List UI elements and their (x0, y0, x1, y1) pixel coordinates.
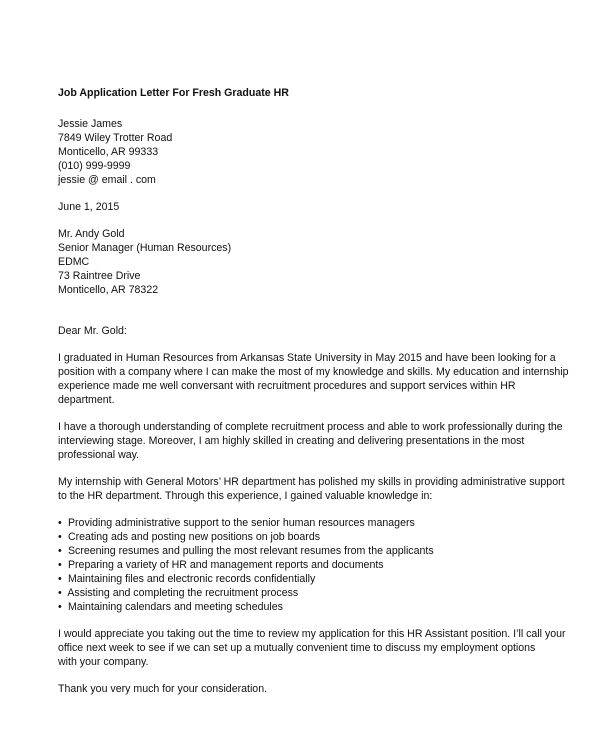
paragraph-line: My internship with General Motors’ HR department has polished my skills in providing administrative support (58, 476, 565, 488)
paragraph-line: with your company. (58, 656, 149, 668)
list-item-text: Maintaining files and electronic records confidentially (67, 573, 316, 585)
list-item (58, 572, 558, 586)
list-item-text: Screening resumes and pulling the most relevant resumes from the applicants (67, 545, 434, 557)
list-item-text: Creating ads and posting new positions on job boards (67, 531, 321, 543)
paragraph-line: experience made me well conversant with recruitment procedures and support services within HR (58, 380, 516, 392)
bullet-icon: • (58, 559, 62, 571)
list-item-text: Providing administrative support to the senior human resources managers (67, 517, 415, 529)
list-item (58, 586, 558, 600)
letter-date: June 1, 2015 (58, 201, 120, 213)
paragraph-internship (58, 475, 565, 503)
paragraph-line: position with a company where I can make the most of my knowledge and skills. My education and internship (58, 366, 569, 378)
bullet-icon: • (58, 517, 62, 529)
sender-email: jessie @ email . com (58, 174, 156, 186)
paragraph-line: I have a thorough understanding of complete recruitment process and able to work professionally during the (58, 421, 563, 433)
paragraph-line: I graduated in Human Resources from Arkansas State University in May 2015 and have been looking for a (58, 352, 556, 364)
paragraph-line: I would appreciate you taking out the time to review my application for this HR Assistant position. I’ll call your (58, 628, 566, 640)
sender-name: Jessie James (58, 118, 123, 130)
list-item (58, 558, 558, 572)
bullet-icon: • (58, 573, 62, 585)
bullet-icon: • (58, 545, 62, 557)
list-item (58, 600, 558, 614)
knowledge-list (58, 516, 558, 614)
bullet-icon: • (58, 601, 62, 613)
salutation: Dear Mr. Gold: (58, 325, 127, 337)
list-item (58, 544, 558, 558)
letter-page (58, 86, 569, 696)
recipient-company: EDMC (58, 256, 90, 268)
list-item (58, 530, 558, 544)
paragraph-line: professional way. (58, 449, 140, 461)
list-item-text: Preparing a variety of HR and management reports and documents (67, 559, 384, 571)
recipient-street: 73 Raintree Drive (58, 270, 141, 282)
paragraph-line: to the HR department. Through this experience, I gained valuable knowledge in: (58, 490, 433, 502)
sender-address (58, 117, 558, 187)
paragraph-line: interviewing stage. Moreover, I am highly skilled in creating and delivering presentations in the most (58, 435, 525, 447)
paragraph-skills (58, 420, 563, 462)
list-item-text: Assisting and completing the recruitment process (67, 587, 299, 599)
letter-title: Job Application Letter For Fresh Graduate HR (58, 87, 289, 99)
list-item-text: Maintaining calendars and meeting schedules (67, 601, 283, 613)
paragraph-line: department. (58, 394, 115, 406)
paragraph-request (58, 627, 566, 669)
sender-phone: (010) 999-9999 (58, 160, 131, 172)
sender-street: 7849 Wiley Trotter Road (58, 132, 173, 144)
recipient-address (58, 227, 558, 297)
recipient-name: Mr. Andy Gold (58, 228, 125, 240)
paragraph-education (58, 351, 569, 407)
recipient-position: Senior Manager (Human Resources) (58, 242, 232, 254)
list-item (58, 516, 558, 530)
closing: Thank you very much for your consideration. (58, 683, 268, 695)
paragraph-line: office next week to see if we can set up a mutually convenient time to discuss my employment options (58, 642, 536, 654)
sender-city: Monticello, AR 99333 (58, 146, 159, 158)
recipient-city: Monticello, AR 78322 (58, 284, 159, 296)
bullet-icon: • (58, 531, 62, 543)
bullet-icon: • (58, 587, 62, 599)
